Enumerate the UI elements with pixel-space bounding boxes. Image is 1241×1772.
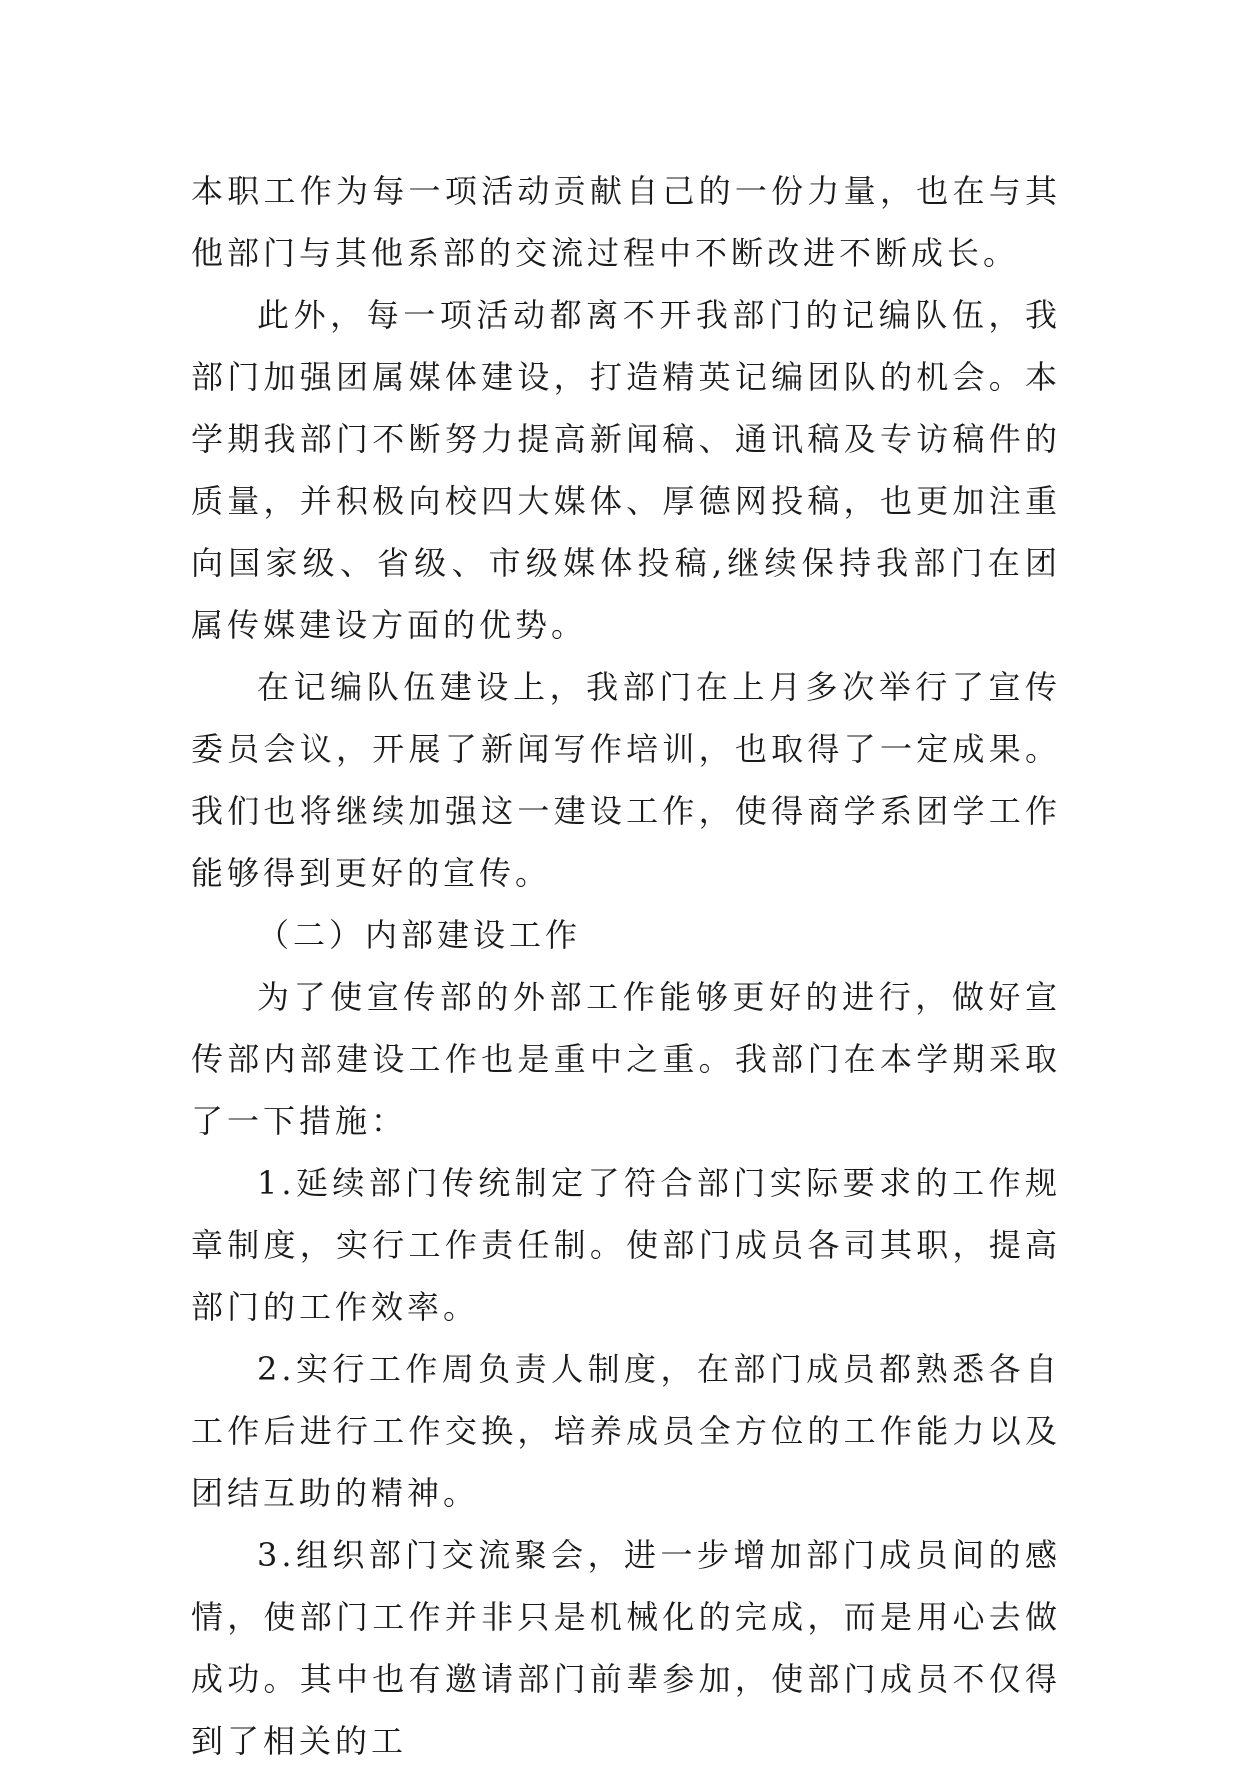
paragraph-team-building: 在记编队伍建设上，我部门在上月多次举行了宣传委员会议，开展了新闻写作培训，也取得了一定成果。我们也将继续加强这一建设工作，使得商学系团学工作能够得到更好的宣传。 [191,668,1061,892]
list-item-3: 3.组织部门交流聚会，进一步增加部门成员间的感情，使部门工作并非只是机械化的完成，而是用心去做成功。其中也有邀请部门前辈参加，使部门成员不仅得到了相关的工 [191,1536,1061,1760]
list-item-1: 1.延续部门传统制定了符合部门实际要求的工作规章制度，实行工作责任制。使部门成员各司其职，提高部门的工作效率。 [191,1164,1061,1326]
paragraph-continuation: 本职工作为每一项活动贡献自己的一份力量，也在与其他部门与其他系部的交流过程中不断改进不断成长。 [191,172,1061,272]
list-item-2: 2.实行工作周负责人制度，在部门成员都熟悉各自工作后进行工作交换，培养成员全方位的工作能力以及团结互助的精神。 [191,1350,1061,1512]
paragraph-internal-intro: 为了使宣传部的外部工作能够更好的进行，做好宣传部内部建设工作也是重中之重。我部门在本学期采取了一下措施： [191,978,1061,1140]
document-body [191,160,1061,1772]
paragraph-media-team: 此外，每一项活动都离不开我部门的记编队伍，我部门加强团属媒体建设，打造精英记编团队的机会。本学期我部门不断努力提高新闻稿、通讯稿及专访稿件的质量，并积极向校四大媒体、厚德网投稿，也更加注重向国家级、省级、市级媒体投稿,继续保持我部门在团属传媒建设方面的优势。 [191,296,1061,644]
section-heading: （二）内部建设工作 [257,916,582,954]
